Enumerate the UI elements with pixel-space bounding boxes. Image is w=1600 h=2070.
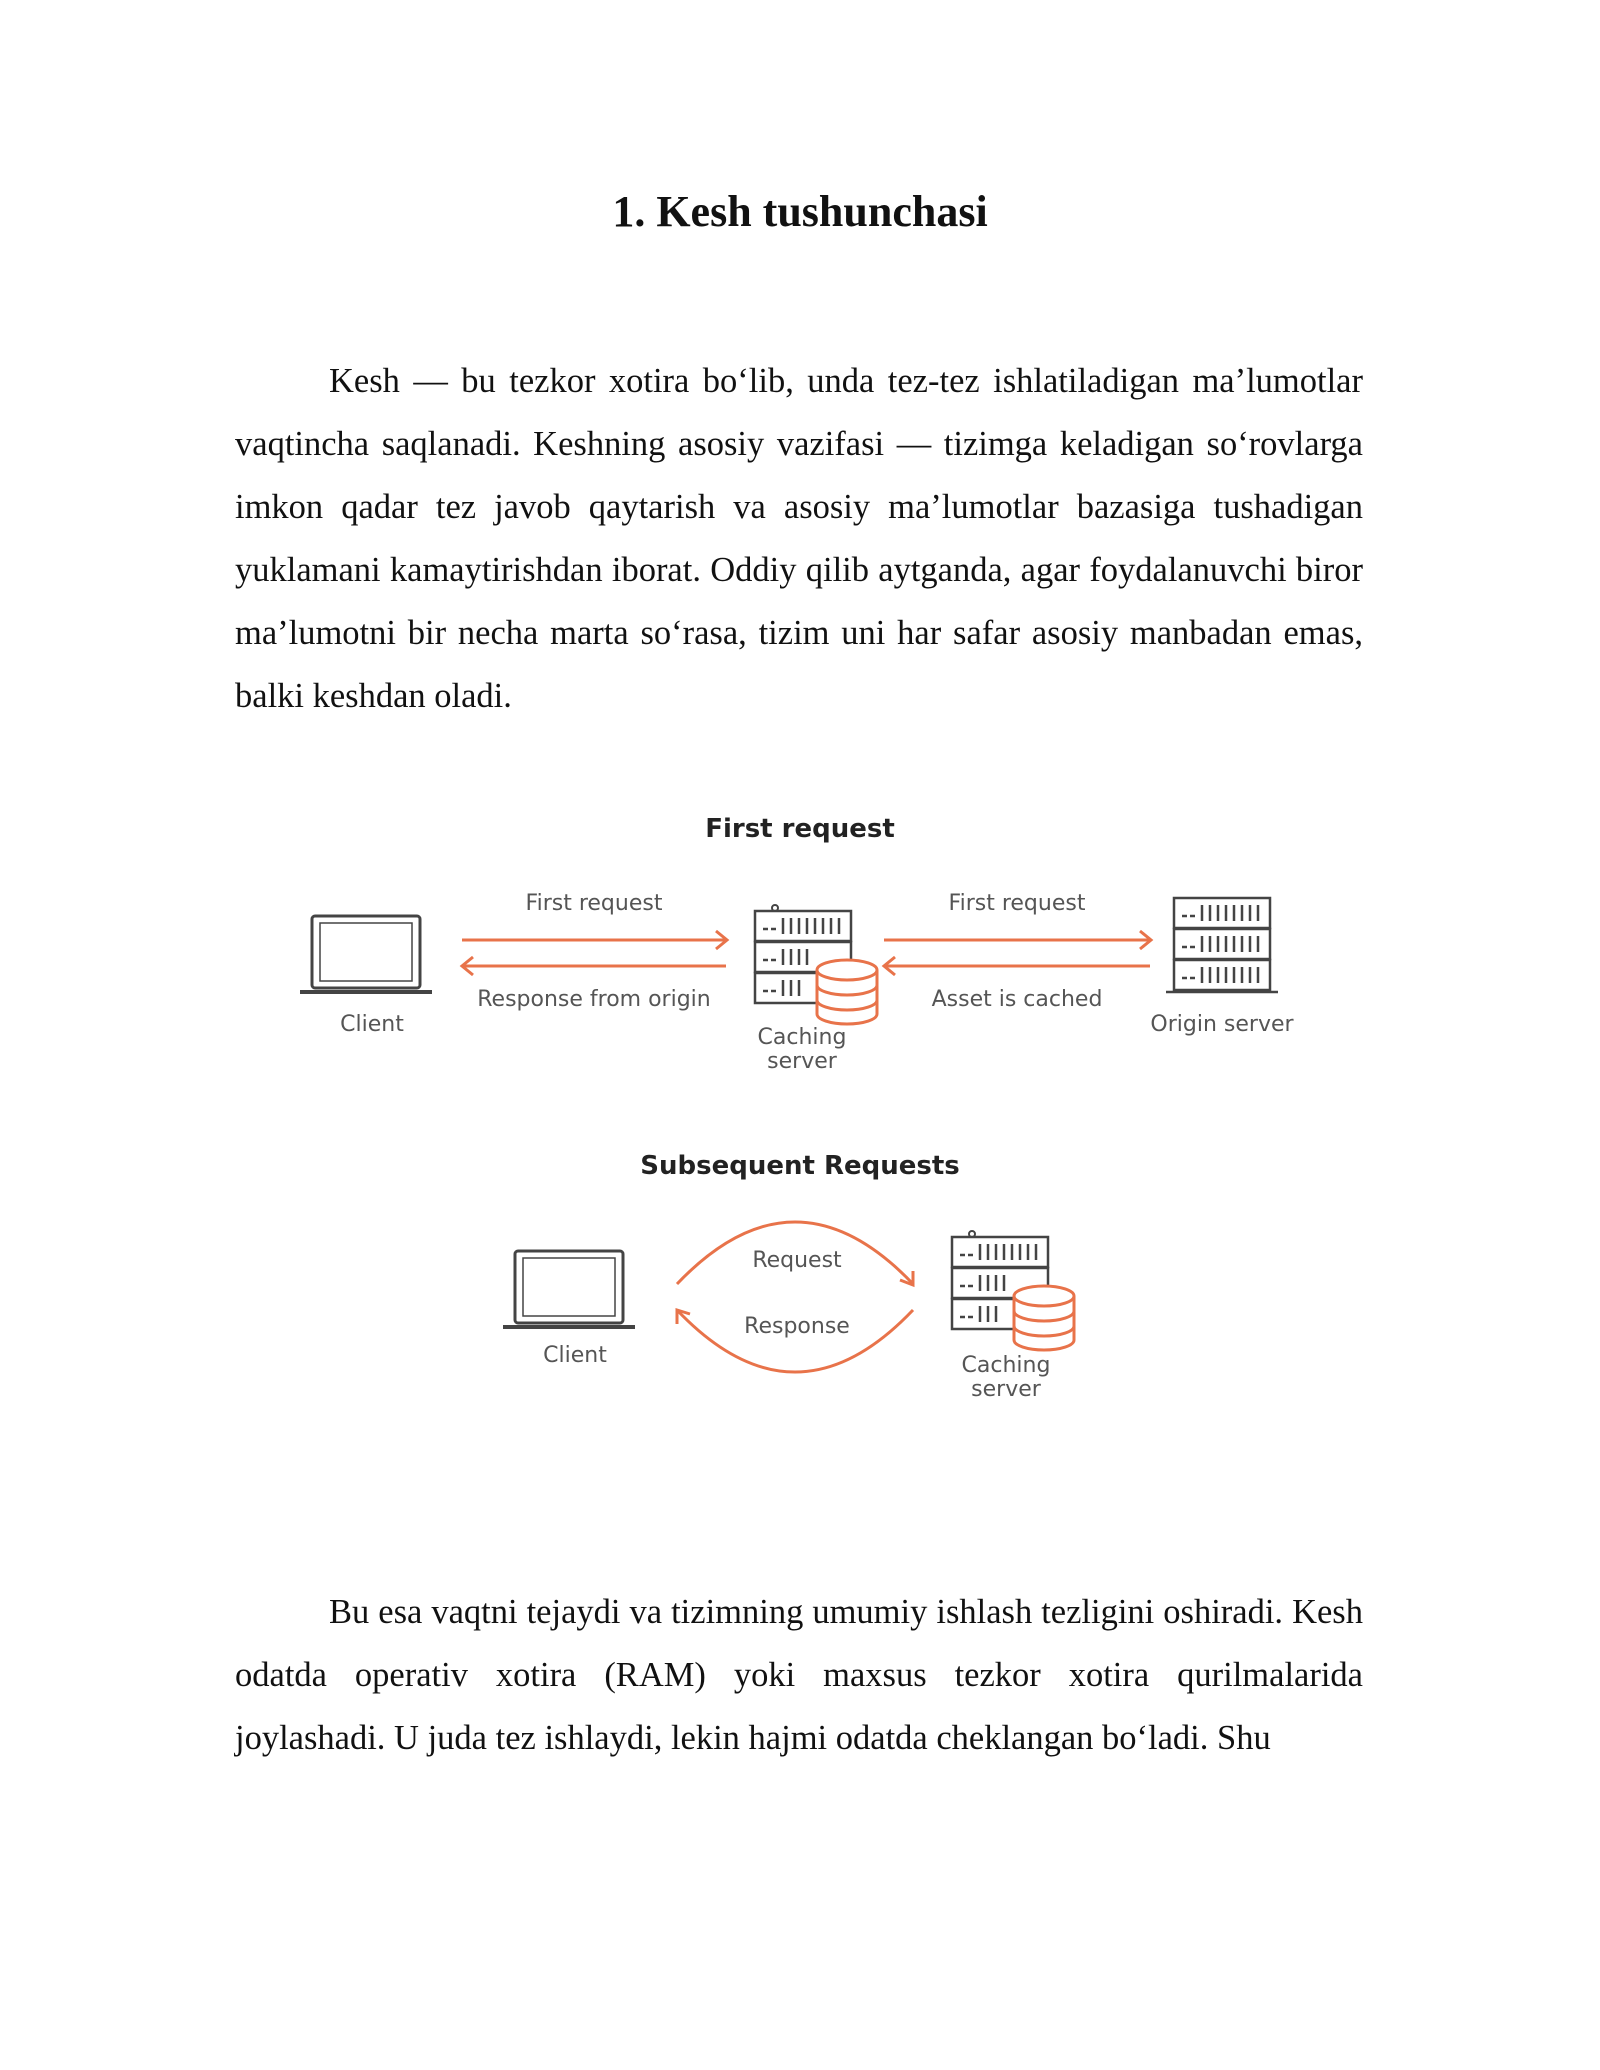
origin-server-label: Origin server (1150, 1012, 1294, 1037)
caching-label-line2: server (767, 1049, 837, 1074)
paragraph-continued: Bu esa vaqtni tejaydi va tizimning umumiy ishlash tezligini oshiradi. Kesh odatda operativ xotira (RAM) yoki maxsus tezkor xotira qurilmalarida joylashadi. U juda tez ishlaydi, lekin hajmi odatda cheklangan bo‘ladi. Shu (235, 1593, 1363, 1757)
origin-server-icon (1166, 898, 1278, 992)
caching-server-icon (952, 1231, 1074, 1350)
arrow-label-asset-cached: Asset is cached (931, 987, 1103, 1012)
client-laptop-icon (300, 916, 432, 992)
caching-label-line1: Caching (757, 1025, 847, 1050)
response-label: Response (744, 1314, 850, 1339)
subsequent-requests-title: Subsequent Requests (640, 1151, 960, 1181)
arrow-right-icon (884, 931, 1151, 949)
paragraph-intro: Kesh — bu tezkor xotira bo‘lib, unda tez-tez ishlatiladigan ma’lumotlar vaqtincha saqlanadi. Keshning asosiy vazifasi — tizimga keladigan so‘rovlarga imkon qadar tez javob qaytarish va asosiy ma’lumotlar bazasiga tushadigan yuklamani kamaytirishdan iborat. Oddiy qilib aytganda, agar foydalanuvchi biror ma’lumotni bir necha marta so‘rasa, tizim uni har safar asosiy manbadan emas, balki keshdan oladi. (235, 362, 1363, 715)
first-request-title: First request (705, 814, 895, 844)
arrow-left-icon (884, 957, 1150, 975)
arrow-label-first-request-1: First request (525, 891, 663, 916)
section-heading: 1. Kesh tushunchasi (612, 187, 988, 236)
caching-label-line1: Caching (961, 1353, 1051, 1378)
client-label: Client (340, 1012, 404, 1037)
client-laptop-icon (503, 1251, 635, 1327)
caching-server-icon (755, 905, 877, 1024)
arrow-label-response-from-origin: Response from origin (477, 987, 711, 1012)
client-label: Client (543, 1343, 607, 1368)
caching-label-line2: server (971, 1377, 1041, 1402)
arrow-right-icon (462, 931, 727, 949)
request-label: Request (752, 1248, 842, 1273)
arrow-left-icon (462, 957, 726, 975)
arrow-label-first-request-2: First request (948, 891, 1086, 916)
